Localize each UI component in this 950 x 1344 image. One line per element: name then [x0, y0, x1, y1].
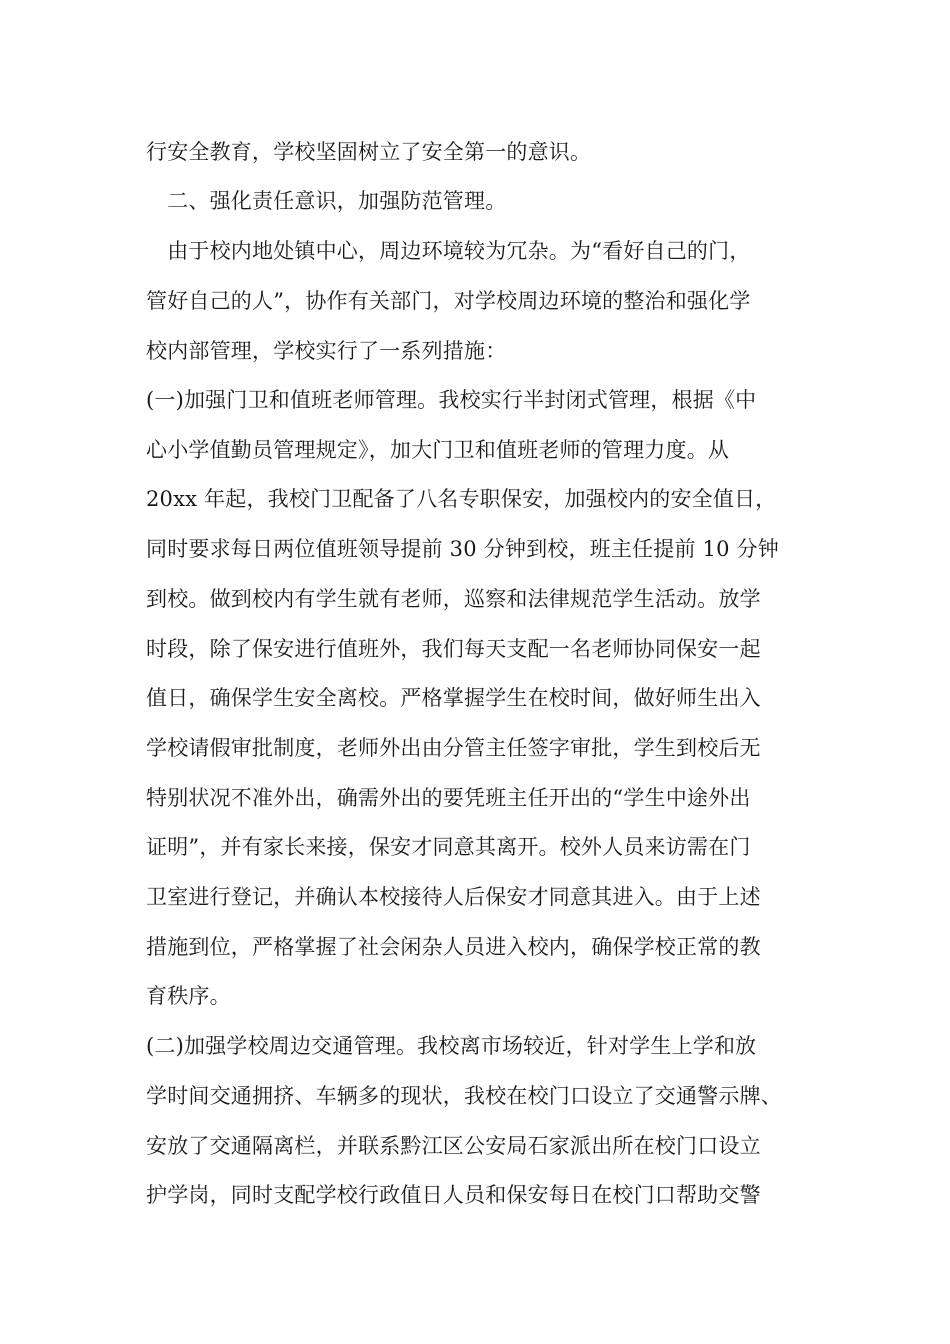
- text-line: 到校。做到校内有学生就有老师，巡察和法律规范学生活动。放学: [146, 587, 761, 611]
- text-line: 同时要求每日两位值班领导提前 30 分钟到校，班主任提前 10 分钟: [146, 537, 779, 561]
- text-line: 由于校内地处镇中心，周边环境较为冗杂。为“看好自己的门，: [146, 239, 751, 263]
- text-line: 护学岗，同时支配学校行政值日人员和保安每日在校门口帮助交警: [146, 1183, 761, 1207]
- text-line: 心小学值勤员管理规定》，加大门卫和值班老师的管理力度。从: [146, 438, 730, 462]
- text-line: 时段，除了保安进行值班外，我们每天支配一名老师协同保安一起: [146, 637, 761, 661]
- text-line: 值日，确保学生安全离校。严格掌握学生在校时间，做好师生出入: [146, 686, 761, 710]
- text-line: 校内部管理，学校实行了一系列措施：: [146, 339, 507, 363]
- text-line: 学校请假审批制度，老师外出由分管主任签字审批，学生到校后无: [146, 736, 761, 760]
- text-line: 管好自己的人”，协作有关部门，对学校周边环境的整治和强化学: [146, 289, 751, 313]
- text-line: 行安全教育，学校坚固树立了安全第一的意识。: [146, 140, 592, 164]
- text-line: 育秩序。: [146, 984, 231, 1008]
- subsection-heading: (二)加强学校周边交通管理。我校离市场较近，针对学生上学和放: [146, 1034, 757, 1058]
- subsection-heading: (一)加强门卫和值班老师管理。我校实行半封闭式管理，根据《中: [146, 388, 757, 412]
- text-line: 特别状况不准外出，确需外出的要凭班主任开出的“学生中途外出: [146, 786, 751, 810]
- text-line: 学时间交通拥挤、车辆多的现状，我校在校门口设立了交通警示牌、: [146, 1084, 782, 1108]
- text-line: 安放了交通隔离栏，并联系黔江区公安局石家派出所在校门口设立: [146, 1134, 761, 1158]
- text-line: 20xx 年起，我校门卫配备了八名专职保安，加强校内的安全值日，: [146, 487, 777, 511]
- section-heading: 二、强化责任意识，加强防范管理。: [146, 189, 507, 213]
- text-line: 卫室进行登记，并确认本校接待人后保安才同意其进入。由于上述: [146, 885, 761, 909]
- text-line: 措施到位，严格掌握了社会闲杂人员进入校内，确保学校正常的教: [146, 935, 761, 959]
- text-line: 证明”，并有家长来接，保安才同意其离开。校外人员来访需在门: [146, 835, 751, 859]
